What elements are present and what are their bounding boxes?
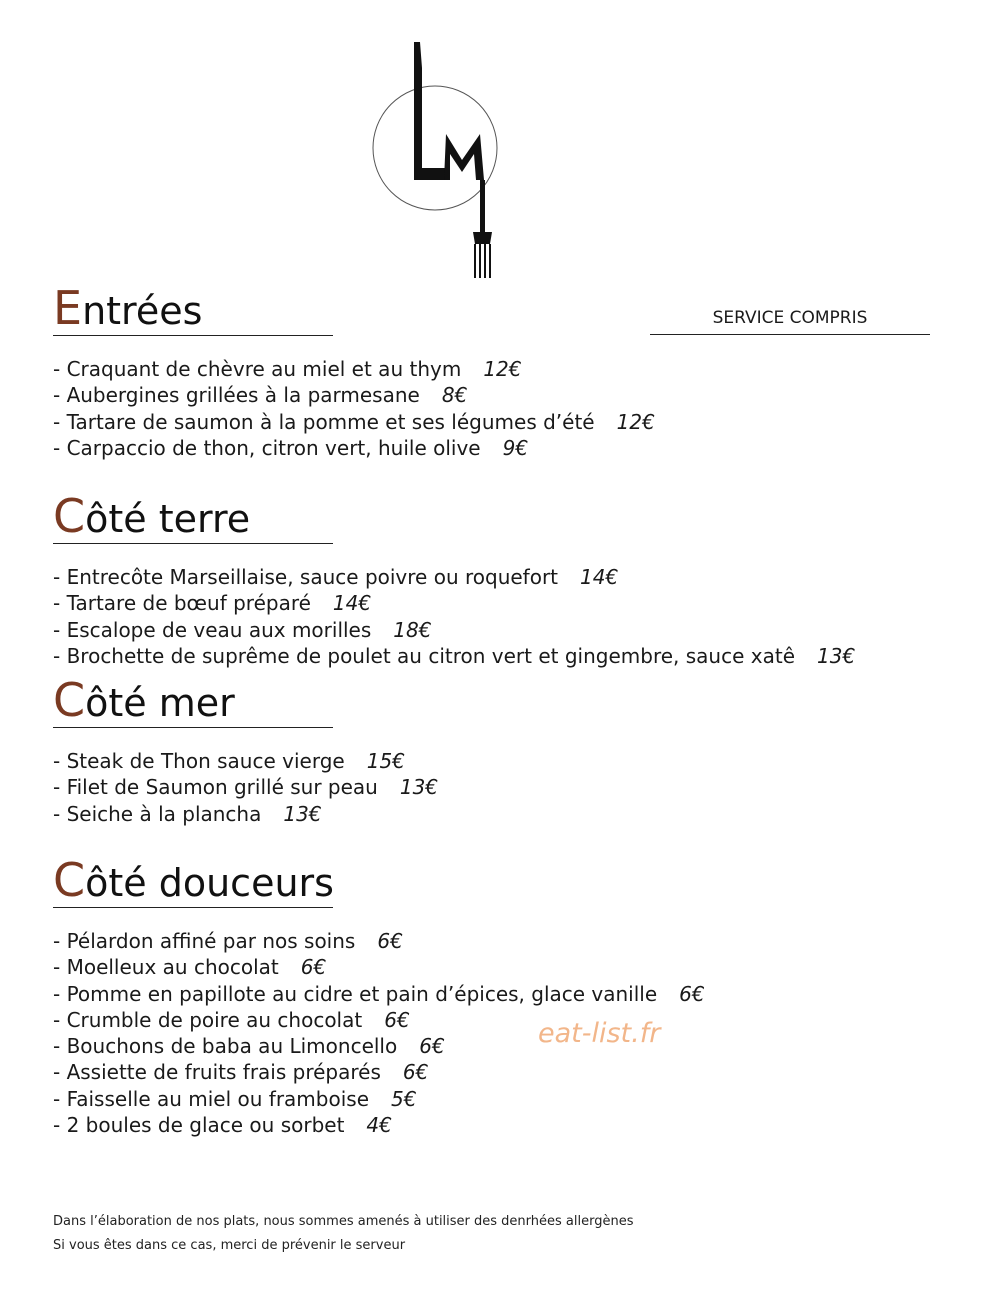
item-price: 9€ [502, 435, 529, 460]
item-price: 4€ [366, 1113, 392, 1138]
menu-item [53, 382, 655, 408]
section-title-rest: ôté mer [85, 681, 235, 725]
menu-item [53, 590, 855, 616]
menu-item [53, 435, 655, 461]
section-title [53, 489, 333, 544]
item-name: - Faisselle au miel ou framboise [53, 1086, 370, 1111]
section-title [53, 853, 334, 908]
item-name: - Steak de Thon sauce vierge [53, 749, 345, 773]
item-name: - Entrecôte Marseillaise, sauce poivre ou roquefort [53, 565, 559, 589]
menu-item [53, 981, 705, 1007]
item-price: 14€ [332, 591, 372, 616]
restaurant-logo [370, 38, 500, 280]
item-price: 13€ [283, 801, 322, 826]
section-cote-douceurs [53, 853, 705, 1138]
section-title-rest: ôté douceurs [85, 861, 334, 905]
item-price: 6€ [679, 981, 705, 1006]
section-cote-terre [53, 489, 856, 669]
item-price: 18€ [393, 617, 432, 642]
item-name: - Pomme en papillote au cidre et pain d’épices, glace vanille [53, 981, 658, 1006]
item-price: 8€ [441, 383, 468, 408]
menu-item [53, 1112, 705, 1138]
section-title [53, 673, 333, 728]
menu-item-list [53, 564, 855, 669]
lm-fork-logo-icon [370, 38, 500, 280]
item-name: - Pélardon affiné par nos soins [53, 929, 356, 953]
menu-item [53, 1059, 705, 1085]
item-name: - Tartare de saumon à la pomme et ses légumes d’été [53, 409, 595, 434]
item-name: - Tartare de bœuf préparé [53, 591, 311, 616]
item-price: 13€ [817, 643, 856, 668]
allergen-footer [53, 1210, 634, 1258]
menu-item [53, 617, 855, 643]
item-name: - Filet de Saumon grillé sur peau [53, 775, 378, 800]
menu-item [53, 954, 705, 980]
menu-item [53, 564, 855, 590]
section-title-rest: ntrées [82, 289, 203, 333]
item-price: 13€ [399, 775, 439, 800]
item-name: - Crumble de poire au chocolat [53, 1007, 363, 1032]
item-price: 6€ [402, 1060, 429, 1085]
item-price: 12€ [616, 409, 655, 434]
section-cote-mer [53, 673, 439, 827]
section-title-rest: ôté terre [85, 497, 251, 541]
item-name: - Escalope de veau aux morilles [53, 617, 372, 642]
section-entrees [53, 281, 655, 461]
item-name: - Moelleux au chocolat [53, 955, 279, 980]
item-price: 6€ [419, 1034, 445, 1059]
menu-item [53, 1086, 705, 1112]
menu-item-list [53, 748, 438, 827]
item-name: - Craquant de chèvre au miel et au thym [53, 357, 462, 381]
item-name: - Aubergines grillées à la parmesane [53, 383, 420, 408]
item-name: - Assiette de fruits frais préparés [53, 1060, 381, 1085]
watermark: eat-list.fr [538, 1018, 661, 1049]
section-title-initial: C [53, 853, 86, 907]
item-price: 5€ [391, 1086, 417, 1111]
item-name: - Brochette de suprême de poulet au citron vert et gingembre, sauce xatê [53, 643, 796, 668]
item-name: - Carpaccio de thon, citron vert, huile olive [53, 435, 481, 460]
item-price: 6€ [377, 929, 403, 953]
menu-item-list [53, 356, 655, 461]
item-name: - Bouchons de baba au Limoncello [53, 1034, 398, 1059]
menu-item [53, 748, 438, 774]
footer-line: Si vous êtes dans ce cas, merci de prévenir le serveur [53, 1238, 406, 1253]
item-price: 6€ [300, 955, 327, 980]
item-price: 6€ [384, 1007, 410, 1032]
section-title [53, 281, 333, 336]
item-name: - 2 boules de glace ou sorbet [53, 1113, 345, 1138]
section-title-initial: C [53, 673, 86, 727]
item-name: - Seiche à la plancha [53, 801, 262, 826]
menu-item [53, 928, 705, 954]
section-title-initial: E [53, 281, 83, 335]
item-price: 12€ [483, 357, 522, 381]
service-compris-note: SERVICE COMPRIS [650, 306, 930, 335]
section-title-initial: C [53, 489, 86, 543]
menu-item [53, 409, 655, 435]
menu-item [53, 774, 438, 800]
item-price: 14€ [580, 565, 619, 589]
menu-item [53, 356, 655, 382]
menu-item [53, 801, 438, 827]
item-price: 15€ [366, 749, 405, 773]
footer-line: Dans l’élaboration de nos plats, nous sommes amenés à utiliser des denrhées allergènes [53, 1214, 634, 1229]
menu-item [53, 643, 855, 669]
